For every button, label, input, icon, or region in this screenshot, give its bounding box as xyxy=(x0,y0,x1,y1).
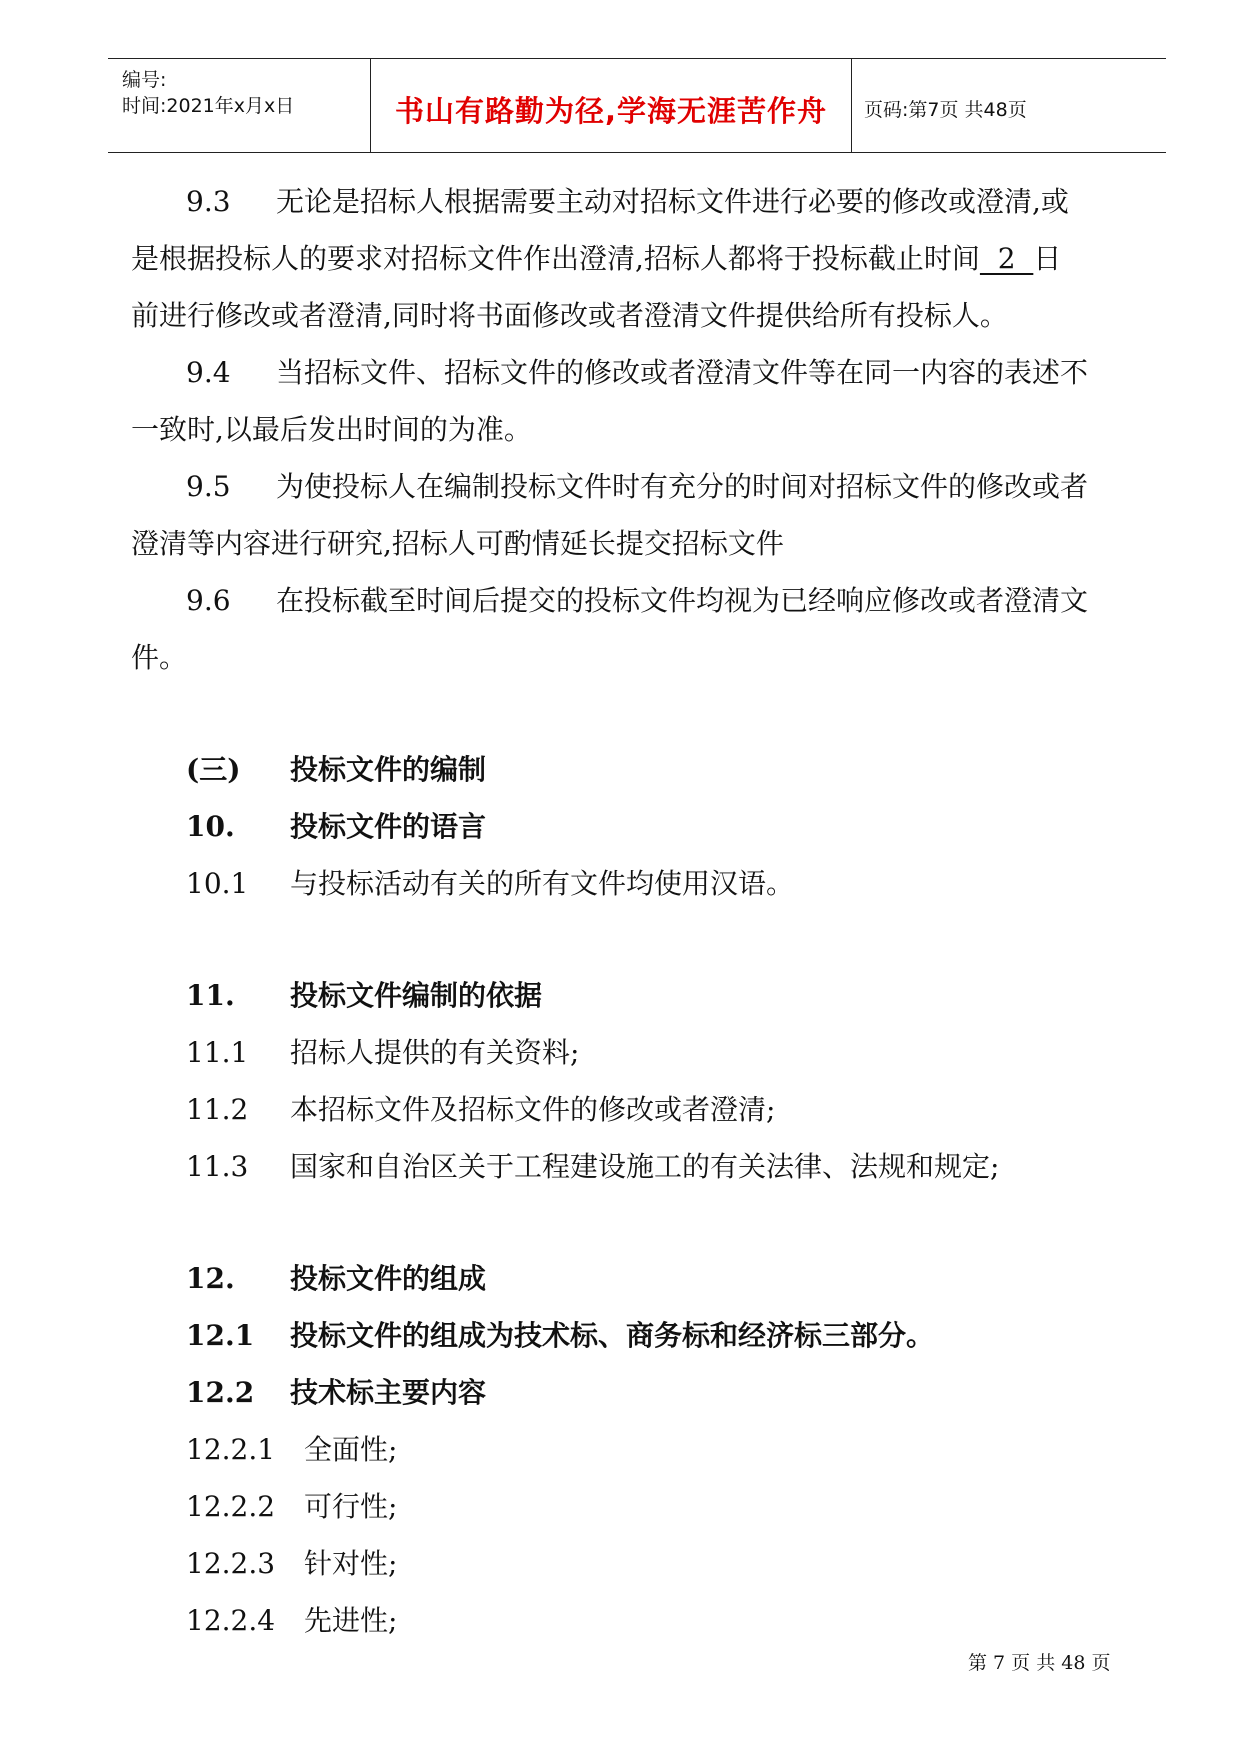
section-3-title: 投标文件的编制 xyxy=(290,753,487,786)
doc-time: 时间:2021年x月x日 xyxy=(122,95,295,117)
section-12-number: 12. xyxy=(186,1262,235,1295)
para-9-3-line2 xyxy=(131,237,1061,277)
item-12-2-1-text: 全面性; xyxy=(304,1433,398,1466)
item-11-3-number: 11.3 xyxy=(186,1150,249,1183)
section-11-title: 投标文件编制的依据 xyxy=(290,979,543,1012)
para-9-4-text: 当招标文件、招标文件的修改或者澄清文件等在同一内容的表述不 xyxy=(276,356,1089,389)
item-11-2-text: 本招标文件及招标文件的修改或者澄清; xyxy=(290,1093,776,1126)
item-12-2-2-text: 可行性; xyxy=(304,1490,398,1523)
header-motto-cell xyxy=(370,59,852,152)
para-9-5-text: 为使投标人在编制投标文件时有充分的时间对招标文件的修改或者 xyxy=(276,470,1089,503)
para-9-5-number: 9.5 xyxy=(186,470,231,503)
item-12-2-2 xyxy=(186,1485,397,1525)
para-9-4-number: 9.4 xyxy=(186,356,231,389)
section-10-title: 投标文件的语言 xyxy=(290,810,487,843)
para-9-5-line2: 澄清等内容进行研究,招标人可酌情延长提交招标文件 xyxy=(131,527,784,560)
item-12-2-3 xyxy=(186,1542,397,1582)
item-12-2-1 xyxy=(186,1428,397,1468)
item-10-1 xyxy=(186,862,794,902)
para-9-6-line1 xyxy=(186,579,1088,619)
para-9-3-line1 xyxy=(186,180,1069,220)
item-12-1 xyxy=(186,1314,934,1354)
item-12-2 xyxy=(186,1371,486,1411)
para-9-3-text: 无论是招标人根据需要主动对招标文件进行必要的修改或澄清,或 xyxy=(276,185,1069,218)
para-9-4-line1 xyxy=(186,351,1088,391)
para-9-5-line1 xyxy=(186,465,1088,505)
para-9-3-line2-end: 日 xyxy=(1033,242,1062,275)
item-12-2-4-number: 12.2.4 xyxy=(186,1604,276,1637)
item-10-1-text: 与投标活动有关的所有文件均使用汉语。 xyxy=(290,867,795,900)
item-12-2-4-text: 先进性; xyxy=(304,1604,398,1637)
item-12-2-number: 12.2 xyxy=(186,1376,255,1409)
item-10-1-number: 10.1 xyxy=(186,867,249,900)
section-10-heading xyxy=(186,805,486,845)
header-right-cell xyxy=(852,59,1166,152)
section-10-number: 10. xyxy=(186,810,235,843)
item-11-1-number: 11.1 xyxy=(186,1036,249,1069)
section-11-number: 11. xyxy=(186,979,235,1012)
item-11-1-text: 招标人提供的有关资料; xyxy=(290,1036,580,1069)
para-9-3-line3: 前进行修改或者澄清,同时将书面修改或者澄清文件提供给所有投标人。 xyxy=(131,299,1008,332)
deadline-days-blank: 2 xyxy=(979,242,1034,275)
header-left-cell xyxy=(108,59,370,152)
item-11-2 xyxy=(186,1088,775,1128)
para-9-6-text: 在投标截至时间后提交的投标文件均视为已经响应修改或者澄清文 xyxy=(276,584,1089,617)
section-12-heading xyxy=(186,1257,486,1297)
item-12-1-number: 12.1 xyxy=(186,1319,255,1352)
item-11-2-number: 11.2 xyxy=(186,1093,249,1126)
section-3-heading xyxy=(186,748,486,788)
para-9-4-line2: 一致时,以最后发出时间的为准。 xyxy=(131,413,532,446)
item-12-2-4 xyxy=(186,1599,397,1639)
para-9-6-line2: 件。 xyxy=(131,641,188,674)
item-12-2-3-number: 12.2.3 xyxy=(186,1547,276,1580)
para-9-6-number: 9.6 xyxy=(186,584,231,617)
item-12-2-text: 技术标主要内容 xyxy=(290,1376,487,1409)
item-11-3-text: 国家和自治区关于工程建设施工的有关法律、法规和规定; xyxy=(290,1150,1000,1183)
item-11-1 xyxy=(186,1031,579,1071)
header-page-label: 页码:第7页 共48页 xyxy=(864,99,1027,121)
header-motto: 书山有路勤为径,学海无涯苦作舟 xyxy=(394,94,828,128)
para-9-3-number: 9.3 xyxy=(186,185,231,218)
section-12-title: 投标文件的组成 xyxy=(290,1262,487,1295)
section-3-number: (三) xyxy=(186,753,241,786)
item-12-1-text: 投标文件的组成为技术标、商务标和经济标三部分。 xyxy=(290,1319,935,1352)
page-header xyxy=(108,58,1166,153)
item-12-2-1-number: 12.2.1 xyxy=(186,1433,276,1466)
doc-number-label: 编号: xyxy=(122,69,167,91)
item-11-3 xyxy=(186,1145,999,1185)
page-footer-number: 第 7 页 共 48 页 xyxy=(968,1652,1111,1674)
item-12-2-2-number: 12.2.2 xyxy=(186,1490,276,1523)
para-9-3-line2-text: 是根据投标人的要求对招标文件作出澄清,招标人都将于投标截止时间 xyxy=(131,242,980,275)
section-11-heading xyxy=(186,974,542,1014)
item-12-2-3-text: 针对性; xyxy=(304,1547,398,1580)
